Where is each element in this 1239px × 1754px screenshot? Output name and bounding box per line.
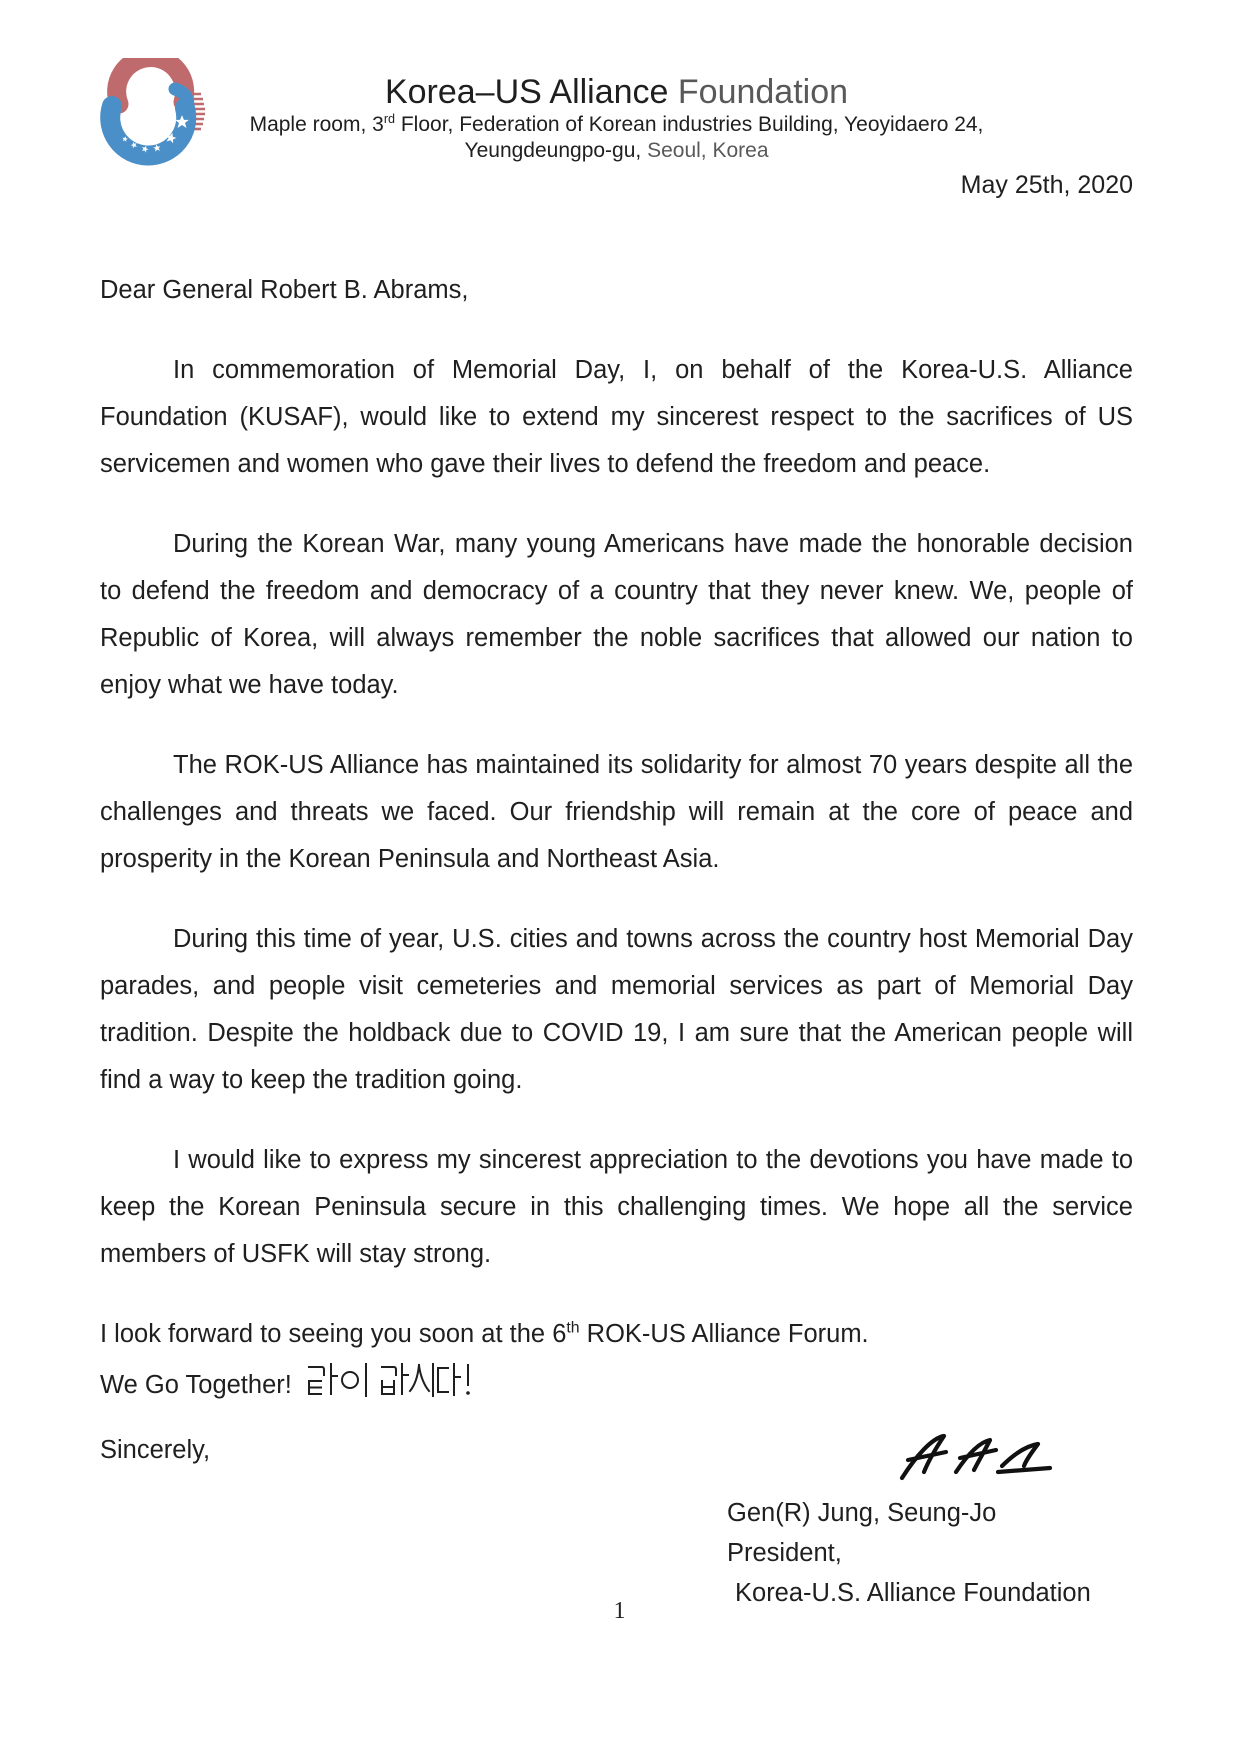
org-title-main: Korea–US Alliance (384, 73, 678, 111)
closing: Sincerely, (100, 1436, 211, 1464)
org-title (100, 72, 1133, 112)
ordinal-superscript: rd (383, 112, 396, 126)
signature-block (727, 1493, 1133, 1613)
paragraph-3: The ROK-US Alliance has maintained its solidarity for almost 70 years despite all the challenges and threats we faced. Our friendship will remain at the core of peace and prosperity in the Korean Peninsula and Northeast Asia. (100, 751, 1133, 873)
signer-name: Gen(R) Jung, Seung-Jo (727, 1499, 997, 1527)
paragraph-1: In commemoration of Memorial Day, I, on behalf of the Korea-U.S. Alliance Foundation (KUSAF), would like to extend my sincerest respect to the sacrifices of US servicemen and women who gave their lives to defend the freedom and peace. (100, 356, 1133, 478)
letterhead (100, 72, 1133, 164)
korean-phrase-graphic (306, 1363, 476, 1397)
paragraph-4: During this time of year, U.S. cities and towns across the country host Memorial Day parades, and people visit cemeteries and memorial services as part of Memorial Day tradition. Despite the holdback due to COVID 19, I am sure that the American people will find a way to keep the tradition going. (100, 925, 1133, 1094)
foundation-logo-icon (95, 58, 207, 168)
ordinal-superscript: th (566, 1319, 580, 1337)
together-line (100, 1362, 1133, 1409)
signer-title: President, (727, 1539, 842, 1567)
paragraph-5: I would like to express my sincerest appreciation to the devotions you have made to keep the Korean Peninsula secure in this challenging times. We hope all the service members of USFK will stay strong. (100, 1146, 1133, 1268)
org-address-line2: Yeungdeungpo-gu, Seoul, Korea (464, 139, 769, 162)
signer-org: Korea-U.S. Alliance Foundation (735, 1579, 1091, 1607)
page-number: 1 (613, 1598, 626, 1624)
together-line-english: We Go Together! (100, 1371, 292, 1399)
paragraph-2: During the Korean War, many young Americans have made the honorable decision to defend the freedom and democracy of a country that they never knew. We, people of Republic of Korea, will always remember the noble sacrifices that allowed our nation to enjoy what we have today. (100, 530, 1133, 699)
org-address-line1: Maple room, 3rd Floor, Federation of Korean industries Building, Yeoyidaero 24, (249, 112, 984, 136)
forward-line: I look forward to seeing you soon at the 6th ROK-US Alliance Forum. (100, 1319, 869, 1348)
letter-date: May 25th, 2020 (960, 171, 1133, 199)
salutation: Dear General Robert B. Abrams, (100, 276, 469, 304)
org-title-foundation: Foundation (677, 73, 849, 111)
handwritten-signature (898, 1428, 1056, 1486)
